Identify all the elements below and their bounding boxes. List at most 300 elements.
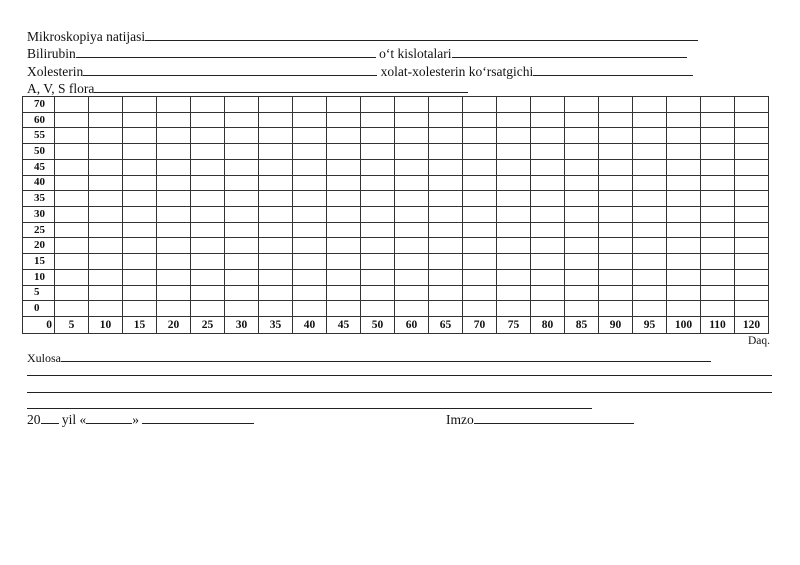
grid-cell[interactable] (463, 112, 497, 128)
grid-cell[interactable] (361, 207, 395, 223)
grid-cell[interactable] (89, 285, 123, 301)
grid-cell[interactable] (259, 254, 293, 270)
grid-cell[interactable] (361, 254, 395, 270)
grid-cell[interactable] (259, 144, 293, 160)
grid-cell[interactable] (225, 175, 259, 191)
grid-cell[interactable] (327, 222, 361, 238)
grid-cell[interactable] (497, 301, 531, 317)
grid-cell[interactable] (293, 144, 327, 160)
grid-cell[interactable] (293, 128, 327, 144)
grid-cell[interactable] (497, 222, 531, 238)
grid-cell[interactable] (157, 128, 191, 144)
grid-cell[interactable] (463, 222, 497, 238)
grid-cell[interactable] (259, 301, 293, 317)
grid-cell[interactable] (327, 112, 361, 128)
grid-cell[interactable] (259, 222, 293, 238)
grid-cell[interactable] (599, 207, 633, 223)
grid-cell[interactable] (735, 144, 769, 160)
conclusion-field[interactable] (61, 349, 711, 362)
grid-cell[interactable] (327, 97, 361, 113)
grid-cell[interactable] (463, 144, 497, 160)
grid-cell[interactable] (293, 159, 327, 175)
grid-cell[interactable] (735, 285, 769, 301)
grid-cell[interactable] (395, 175, 429, 191)
grid-cell[interactable] (429, 301, 463, 317)
grid-cell[interactable] (633, 238, 667, 254)
grid-cell[interactable] (667, 238, 701, 254)
grid-cell[interactable] (157, 285, 191, 301)
grid-cell[interactable] (89, 128, 123, 144)
grid-cell[interactable] (191, 159, 225, 175)
grid-cell[interactable] (667, 269, 701, 285)
grid-cell[interactable] (531, 238, 565, 254)
grid-cell[interactable] (89, 159, 123, 175)
grid-cell[interactable] (395, 254, 429, 270)
grid-cell[interactable] (565, 207, 599, 223)
grid-cell[interactable] (667, 191, 701, 207)
grid-cell[interactable] (191, 238, 225, 254)
grid-cell[interactable] (701, 175, 735, 191)
grid-cell[interactable] (123, 269, 157, 285)
grid-cell[interactable] (123, 112, 157, 128)
grid-cell[interactable] (361, 144, 395, 160)
grid-cell[interactable] (361, 175, 395, 191)
grid-cell[interactable] (667, 301, 701, 317)
grid-cell[interactable] (667, 207, 701, 223)
grid-cell[interactable] (497, 207, 531, 223)
grid-cell[interactable] (293, 238, 327, 254)
grid-cell[interactable] (361, 128, 395, 144)
grid-cell[interactable] (701, 144, 735, 160)
grid-cell[interactable] (55, 112, 89, 128)
grid-cell[interactable] (429, 269, 463, 285)
grid-cell[interactable] (191, 144, 225, 160)
month-field[interactable] (142, 411, 254, 424)
grid-cell[interactable] (463, 175, 497, 191)
grid-cell[interactable] (191, 269, 225, 285)
grid-cell[interactable] (123, 207, 157, 223)
grid-cell[interactable] (531, 254, 565, 270)
grid-cell[interactable] (327, 175, 361, 191)
grid-cell[interactable] (225, 97, 259, 113)
grid-cell[interactable] (701, 112, 735, 128)
grid-cell[interactable] (667, 112, 701, 128)
grid-cell[interactable] (531, 128, 565, 144)
grid-cell[interactable] (55, 254, 89, 270)
grid-cell[interactable] (599, 285, 633, 301)
grid-cell[interactable] (55, 238, 89, 254)
bile-acids-field[interactable] (452, 45, 687, 58)
grid-cell[interactable] (327, 285, 361, 301)
grid-cell[interactable] (429, 97, 463, 113)
grid-cell[interactable] (123, 128, 157, 144)
grid-cell[interactable] (599, 269, 633, 285)
grid-cell[interactable] (89, 175, 123, 191)
grid-cell[interactable] (463, 128, 497, 144)
grid-cell[interactable] (497, 144, 531, 160)
grid-cell[interactable] (89, 269, 123, 285)
grid-cell[interactable] (191, 207, 225, 223)
grid-cell[interactable] (327, 254, 361, 270)
grid-cell[interactable] (293, 285, 327, 301)
grid-cell[interactable] (633, 254, 667, 270)
grid-cell[interactable] (531, 207, 565, 223)
grid-cell[interactable] (565, 285, 599, 301)
grid-cell[interactable] (565, 175, 599, 191)
grid-cell[interactable] (225, 207, 259, 223)
grid-cell[interactable] (395, 159, 429, 175)
grid-cell[interactable] (565, 254, 599, 270)
grid-cell[interactable] (599, 144, 633, 160)
grid-cell[interactable] (531, 222, 565, 238)
grid-cell[interactable] (735, 97, 769, 113)
grid-cell[interactable] (123, 144, 157, 160)
grid-cell[interactable] (395, 238, 429, 254)
grid-cell[interactable] (429, 175, 463, 191)
grid-cell[interactable] (531, 144, 565, 160)
grid-cell[interactable] (259, 159, 293, 175)
grid-cell[interactable] (123, 175, 157, 191)
grid-cell[interactable] (565, 128, 599, 144)
grid-cell[interactable] (395, 112, 429, 128)
grid-cell[interactable] (361, 238, 395, 254)
grid-cell[interactable] (565, 222, 599, 238)
grid-cell[interactable] (395, 128, 429, 144)
grid-cell[interactable] (497, 175, 531, 191)
grid-cell[interactable] (191, 285, 225, 301)
bilirubin-field[interactable] (76, 45, 376, 58)
grid-cell[interactable] (327, 144, 361, 160)
grid-cell[interactable] (531, 112, 565, 128)
grid-cell[interactable] (395, 144, 429, 160)
microscopy-field[interactable] (145, 28, 698, 41)
grid-cell[interactable] (497, 238, 531, 254)
grid-cell[interactable] (225, 222, 259, 238)
grid-cell[interactable] (633, 175, 667, 191)
grid-cell[interactable] (667, 254, 701, 270)
grid-cell[interactable] (667, 144, 701, 160)
grid-cell[interactable] (463, 238, 497, 254)
grid-cell[interactable] (565, 144, 599, 160)
grid-cell[interactable] (463, 207, 497, 223)
grid-cell[interactable] (395, 301, 429, 317)
conclusion-rule-2[interactable] (27, 392, 772, 393)
grid-cell[interactable] (293, 207, 327, 223)
grid-cell[interactable] (259, 191, 293, 207)
grid-cell[interactable] (395, 269, 429, 285)
grid-cell[interactable] (259, 285, 293, 301)
grid-cell[interactable] (191, 175, 225, 191)
grid-cell[interactable] (157, 97, 191, 113)
grid-cell[interactable] (701, 254, 735, 270)
grid-cell[interactable] (701, 238, 735, 254)
grid-cell[interactable] (225, 285, 259, 301)
grid-cell[interactable] (735, 222, 769, 238)
grid-cell[interactable] (55, 175, 89, 191)
grid-cell[interactable] (327, 159, 361, 175)
grid-cell[interactable] (599, 191, 633, 207)
grid-cell[interactable] (89, 238, 123, 254)
grid-cell[interactable] (225, 301, 259, 317)
grid-cell[interactable] (327, 238, 361, 254)
grid-cell[interactable] (89, 144, 123, 160)
grid-cell[interactable] (191, 301, 225, 317)
grid-cell[interactable] (701, 128, 735, 144)
grid-cell[interactable] (531, 285, 565, 301)
grid-cell[interactable] (429, 128, 463, 144)
grid-cell[interactable] (89, 222, 123, 238)
grid-cell[interactable] (361, 301, 395, 317)
grid-cell[interactable] (463, 285, 497, 301)
grid-cell[interactable] (565, 112, 599, 128)
grid-cell[interactable] (361, 269, 395, 285)
conclusion-rule-1[interactable] (27, 375, 772, 376)
grid-cell[interactable] (599, 222, 633, 238)
grid-cell[interactable] (395, 207, 429, 223)
grid-cell[interactable] (123, 301, 157, 317)
grid-cell[interactable] (633, 112, 667, 128)
grid-cell[interactable] (55, 97, 89, 113)
grid-cell[interactable] (361, 97, 395, 113)
grid-cell[interactable] (55, 301, 89, 317)
grid-cell[interactable] (123, 285, 157, 301)
grid-cell[interactable] (361, 222, 395, 238)
grid-cell[interactable] (225, 238, 259, 254)
grid-cell[interactable] (633, 97, 667, 113)
grid-cell[interactable] (735, 207, 769, 223)
grid-cell[interactable] (191, 112, 225, 128)
grid-cell[interactable] (565, 238, 599, 254)
grid-cell[interactable] (497, 128, 531, 144)
grid-cell[interactable] (123, 191, 157, 207)
grid-cell[interactable] (293, 269, 327, 285)
day-field[interactable] (86, 411, 132, 424)
grid-cell[interactable] (463, 159, 497, 175)
grid-cell[interactable] (667, 159, 701, 175)
grid-cell[interactable] (599, 175, 633, 191)
grid-cell[interactable] (55, 144, 89, 160)
grid-cell[interactable] (497, 191, 531, 207)
grid-cell[interactable] (293, 254, 327, 270)
grid-cell[interactable] (293, 191, 327, 207)
grid-cell[interactable] (531, 159, 565, 175)
grid-cell[interactable] (191, 222, 225, 238)
grid-cell[interactable] (701, 191, 735, 207)
grid-cell[interactable] (89, 301, 123, 317)
grid-cell[interactable] (55, 269, 89, 285)
grid-cell[interactable] (225, 128, 259, 144)
grid-cell[interactable] (89, 97, 123, 113)
grid-cell[interactable] (361, 285, 395, 301)
grid-cell[interactable] (497, 254, 531, 270)
grid-cell[interactable] (599, 159, 633, 175)
grid-cell[interactable] (565, 269, 599, 285)
grid-cell[interactable] (225, 159, 259, 175)
grid-cell[interactable] (123, 159, 157, 175)
grid-cell[interactable] (429, 207, 463, 223)
grid-cell[interactable] (395, 97, 429, 113)
grid-cell[interactable] (701, 285, 735, 301)
grid-cell[interactable] (565, 97, 599, 113)
grid-cell[interactable] (735, 269, 769, 285)
flora-field[interactable] (94, 80, 468, 93)
grid-cell[interactable] (225, 144, 259, 160)
grid-cell[interactable] (429, 254, 463, 270)
year-field[interactable] (41, 411, 59, 424)
grid-cell[interactable] (327, 269, 361, 285)
grid-cell[interactable] (667, 128, 701, 144)
grid-cell[interactable] (497, 159, 531, 175)
grid-cell[interactable] (735, 254, 769, 270)
grid-cell[interactable] (157, 191, 191, 207)
grid-cell[interactable] (123, 97, 157, 113)
grid-cell[interactable] (123, 238, 157, 254)
grid-cell[interactable] (361, 112, 395, 128)
grid-cell[interactable] (259, 269, 293, 285)
grid-cell[interactable] (497, 269, 531, 285)
grid-cell[interactable] (633, 207, 667, 223)
grid-cell[interactable] (293, 301, 327, 317)
grid-cell[interactable] (157, 112, 191, 128)
grid-cell[interactable] (225, 191, 259, 207)
grid-cell[interactable] (531, 191, 565, 207)
grid-cell[interactable] (123, 254, 157, 270)
grid-cell[interactable] (667, 222, 701, 238)
grid-cell[interactable] (497, 285, 531, 301)
grid-cell[interactable] (633, 128, 667, 144)
grid-cell[interactable] (157, 254, 191, 270)
grid-cell[interactable] (429, 238, 463, 254)
grid-cell[interactable] (497, 97, 531, 113)
grid-cell[interactable] (259, 238, 293, 254)
grid-cell[interactable] (599, 301, 633, 317)
grid-cell[interactable] (429, 112, 463, 128)
grid-cell[interactable] (191, 128, 225, 144)
grid-cell[interactable] (599, 97, 633, 113)
grid-cell[interactable] (293, 222, 327, 238)
grid-cell[interactable] (55, 159, 89, 175)
grid-cell[interactable] (599, 128, 633, 144)
grid-cell[interactable] (327, 191, 361, 207)
grid-cell[interactable] (429, 285, 463, 301)
grid-cell[interactable] (293, 175, 327, 191)
grid-cell[interactable] (599, 254, 633, 270)
grid-cell[interactable] (259, 175, 293, 191)
grid-cell[interactable] (259, 112, 293, 128)
grid-cell[interactable] (191, 254, 225, 270)
grid-cell[interactable] (191, 191, 225, 207)
grid-cell[interactable] (735, 175, 769, 191)
grid-cell[interactable] (565, 301, 599, 317)
grid-cell[interactable] (701, 301, 735, 317)
grid-cell[interactable] (157, 301, 191, 317)
grid-cell[interactable] (395, 285, 429, 301)
grid-cell[interactable] (531, 175, 565, 191)
grid-cell[interactable] (599, 112, 633, 128)
grid-cell[interactable] (89, 191, 123, 207)
signature-field[interactable] (474, 411, 634, 424)
grid-cell[interactable] (667, 285, 701, 301)
grid-cell[interactable] (565, 191, 599, 207)
grid-cell[interactable] (293, 97, 327, 113)
grid-cell[interactable] (157, 207, 191, 223)
grid-cell[interactable] (735, 238, 769, 254)
grid-cell[interactable] (701, 222, 735, 238)
grid-cell[interactable] (361, 191, 395, 207)
grid-cell[interactable] (89, 112, 123, 128)
grid-cell[interactable] (157, 222, 191, 238)
grid-cell[interactable] (259, 128, 293, 144)
grid-cell[interactable] (735, 301, 769, 317)
grid-cell[interactable] (123, 222, 157, 238)
grid-cell[interactable] (55, 222, 89, 238)
grid-cell[interactable] (327, 128, 361, 144)
grid-cell[interactable] (157, 175, 191, 191)
grid-cell[interactable] (259, 207, 293, 223)
grid-cell[interactable] (89, 254, 123, 270)
grid-cell[interactable] (531, 97, 565, 113)
grid-cell[interactable] (429, 191, 463, 207)
grid-cell[interactable] (429, 222, 463, 238)
grid-cell[interactable] (225, 112, 259, 128)
grid-cell[interactable] (701, 207, 735, 223)
grid-cell[interactable] (395, 191, 429, 207)
grid-cell[interactable] (633, 269, 667, 285)
grid-cell[interactable] (429, 159, 463, 175)
grid-cell[interactable] (225, 269, 259, 285)
grid-cell[interactable] (735, 159, 769, 175)
grid-cell[interactable] (735, 191, 769, 207)
grid-cell[interactable] (633, 159, 667, 175)
grid-cell[interactable] (463, 191, 497, 207)
grid-cell[interactable] (157, 238, 191, 254)
grid-cell[interactable] (633, 285, 667, 301)
grid-cell[interactable] (633, 144, 667, 160)
grid-cell[interactable] (463, 97, 497, 113)
grid-cell[interactable] (191, 97, 225, 113)
grid-cell[interactable] (361, 159, 395, 175)
grid-cell[interactable] (701, 269, 735, 285)
grid-cell[interactable] (55, 191, 89, 207)
grid-cell[interactable] (667, 175, 701, 191)
grid-cell[interactable] (55, 207, 89, 223)
cholesterol-field[interactable] (83, 63, 377, 76)
grid-cell[interactable] (293, 112, 327, 128)
grid-cell[interactable] (667, 97, 701, 113)
grid-cell[interactable] (701, 159, 735, 175)
grid-cell[interactable] (735, 128, 769, 144)
grid-cell[interactable] (395, 222, 429, 238)
grid-cell[interactable] (463, 254, 497, 270)
grid-cell[interactable] (157, 159, 191, 175)
grid-cell[interactable] (89, 207, 123, 223)
grid-cell[interactable] (497, 112, 531, 128)
grid-cell[interactable] (259, 97, 293, 113)
cholate-field[interactable] (533, 63, 693, 76)
grid-cell[interactable] (633, 301, 667, 317)
grid-cell[interactable] (565, 159, 599, 175)
grid-cell[interactable] (633, 222, 667, 238)
grid-cell[interactable] (633, 191, 667, 207)
grid-cell[interactable] (531, 269, 565, 285)
grid-cell[interactable] (327, 301, 361, 317)
grid-cell[interactable] (531, 301, 565, 317)
grid-cell[interactable] (327, 207, 361, 223)
grid-cell[interactable] (157, 269, 191, 285)
grid-cell[interactable] (463, 269, 497, 285)
grid-cell[interactable] (701, 97, 735, 113)
grid-cell[interactable] (55, 285, 89, 301)
